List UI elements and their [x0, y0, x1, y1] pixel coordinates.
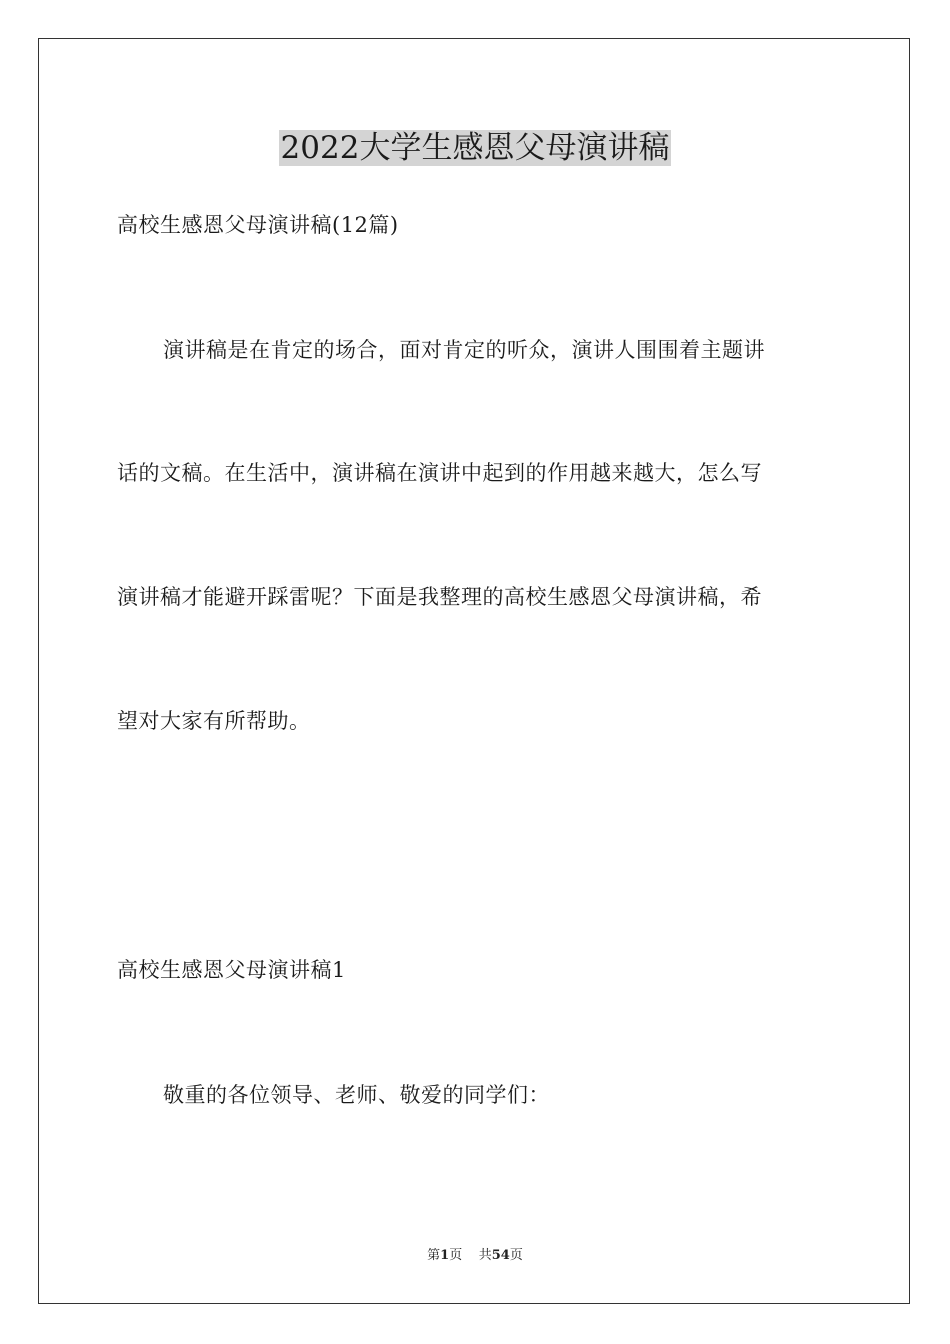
- page-footer: [0, 1246, 950, 1266]
- footer-page-number: 1: [440, 1248, 450, 1263]
- document-subtitle: 高校生感恩父母演讲稿(12篇): [117, 213, 399, 237]
- document-title-text: 2022大学生感恩父母演讲稿: [280, 130, 670, 166]
- footer-page-suffix: 页: [449, 1248, 463, 1263]
- section-heading: 高校生感恩父母演讲稿1: [117, 958, 346, 982]
- intro-line-3: 演讲稿才能避开踩雷呢？下面是我整理的高校生感恩父母演讲稿，希: [117, 585, 762, 609]
- intro-line-4: 望对大家有所帮助。: [117, 709, 311, 733]
- footer-total-suffix: 页: [509, 1248, 523, 1263]
- salutation: 敬重的各位领导、老师、敬爱的同学们：: [163, 1083, 550, 1107]
- footer-page-prefix: 第: [427, 1248, 441, 1263]
- intro-line-1: 演讲稿是在肯定的场合，面对肯定的听众，演讲人围围着主题讲: [163, 338, 765, 362]
- footer-total-pages: 54: [491, 1248, 510, 1263]
- footer-total-prefix: 共: [478, 1248, 492, 1263]
- document-title: [0, 126, 950, 170]
- intro-line-2: 话的文稿。在生活中，演讲稿在演讲中起到的作用越来越大，怎么写: [117, 461, 762, 485]
